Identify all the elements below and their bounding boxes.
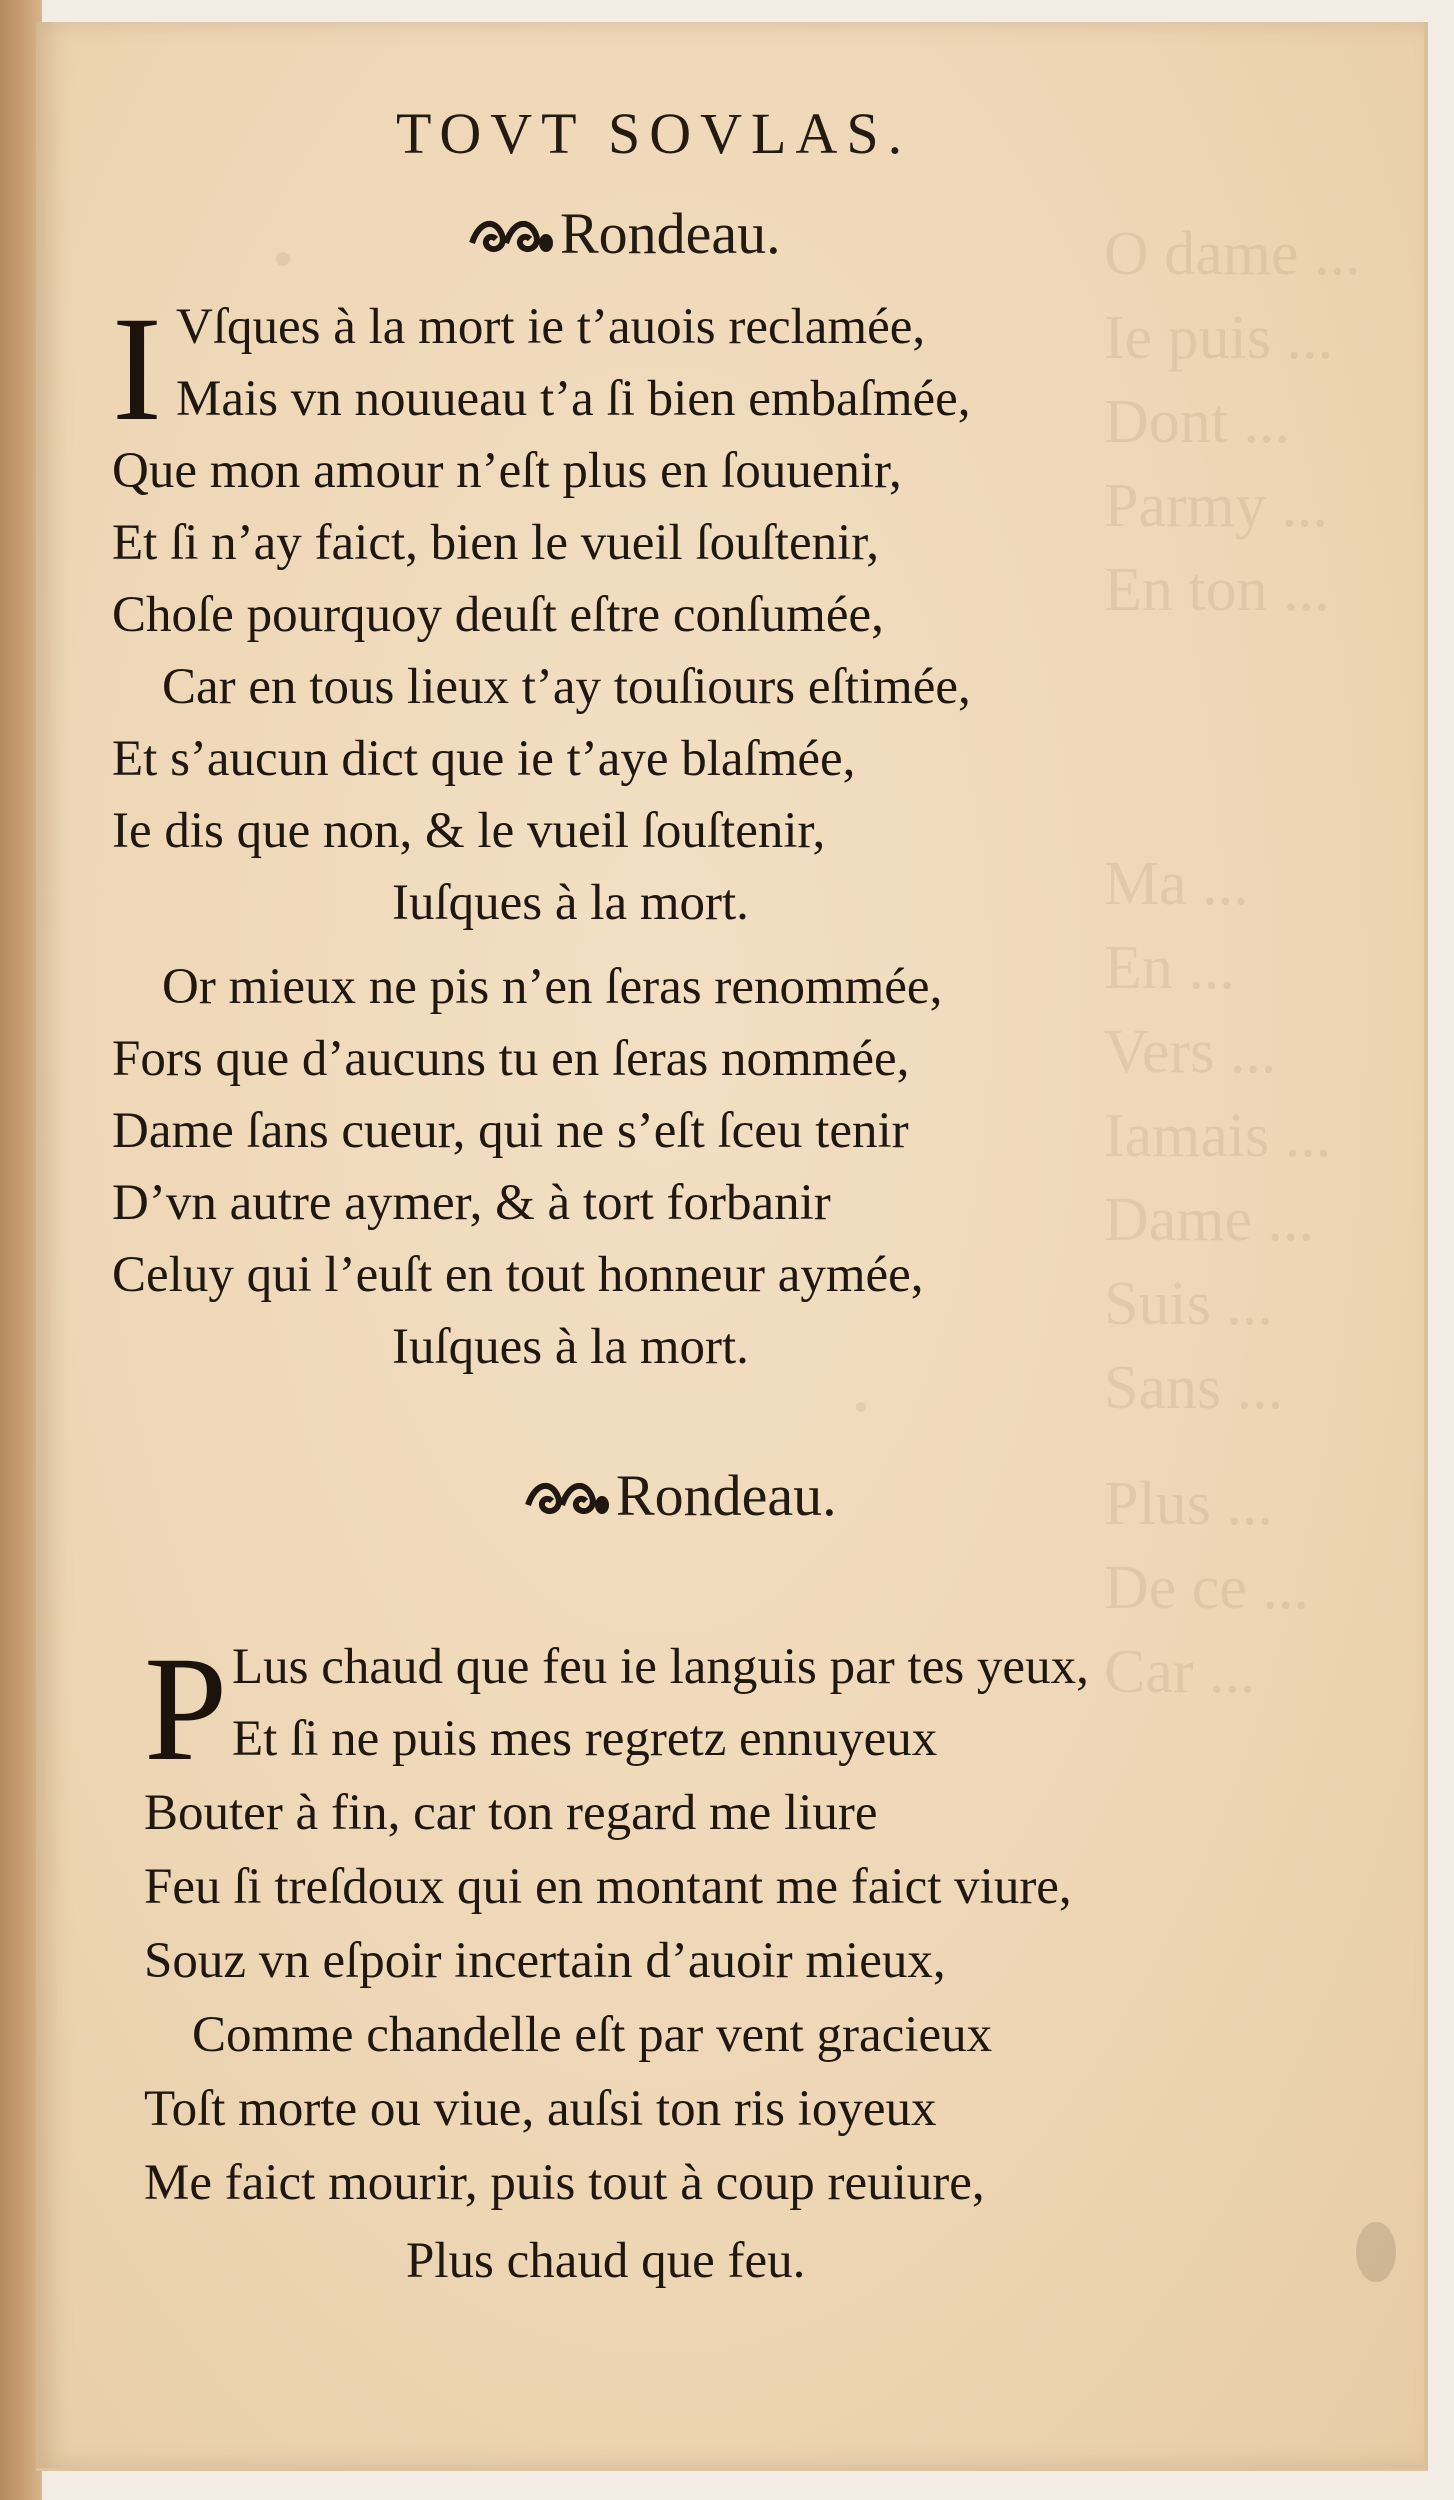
verse-line: Car en tous lieux t’ay touſiours eſtimée, xyxy=(162,659,971,715)
fleuron-ornament-icon xyxy=(466,213,554,259)
show-through-line: Vers ... xyxy=(1104,1018,1277,1086)
verse-line: Choſe pourquoy deuſt eſtre conſumée, xyxy=(112,587,884,643)
verse-line: Que mon amour n’eſt plus en ſouuenir, xyxy=(112,443,902,499)
show-through-line: En ton ... xyxy=(1104,556,1330,624)
show-through-line: Iamais ... xyxy=(1104,1102,1332,1170)
rondeau-heading xyxy=(522,1462,837,1529)
rondeau-heading-text: Rondeau. xyxy=(560,201,781,266)
verse-line: Feu ſi treſdoux qui en montant me faict viure, xyxy=(144,1859,1072,1915)
verse-line: Lus chaud que feu ie languis par tes yeux, xyxy=(232,1639,1089,1695)
verse-line: Souz vn eſpoir incertain d’auoir mieux, xyxy=(144,1933,946,1989)
show-through-line: Sans ... xyxy=(1104,1354,1284,1422)
show-through-text xyxy=(1104,1462,1384,1714)
show-through-line: Dont ... xyxy=(1104,388,1290,456)
running-headline: TOVT SOVLAS. xyxy=(396,101,912,166)
verse-line: Et ſi n’ay faict, bien le vueil ſouſtenir, xyxy=(112,515,879,571)
refrain-line: Iuſques à la mort. xyxy=(392,875,749,931)
verse-line: Or mieux ne pis n’en ſeras renommée, xyxy=(162,959,943,1015)
refrain-line: Iuſques à la mort. xyxy=(392,1319,749,1375)
rondeau-heading xyxy=(466,200,781,267)
paper-stain xyxy=(276,252,290,266)
show-through-text xyxy=(1104,842,1384,1430)
show-through-line: Dame ... xyxy=(1104,1186,1315,1254)
verse-line: Celuy qui l’euſt en tout honneur aymée, xyxy=(112,1247,924,1303)
verse-line: Et ſi ne puis mes regretz ennuyeux xyxy=(232,1711,938,1767)
verse-line: Me faict mourir, puis tout à coup reuiure, xyxy=(144,2155,985,2211)
paper-leaf xyxy=(36,22,1428,2471)
refrain-line: Plus chaud que feu. xyxy=(406,2233,806,2289)
paper-stain xyxy=(856,1402,866,1412)
verse-line: Toſt morte ou viue, auſsi ton ris ioyeux xyxy=(144,2081,937,2137)
verse-line: Bouter à fin, car ton regard me liure xyxy=(144,1785,878,1841)
verse-line: Comme chandelle eſt par vent gracieux xyxy=(192,2007,993,2063)
verse-line: Mais vn nouueau t’a ſi bien embaſmée, xyxy=(176,371,971,427)
verse-line: Et s’aucun dict que ie t’aye blaſmée, xyxy=(112,731,856,787)
drop-capital: I xyxy=(112,286,162,452)
show-through-line: Parmy ... xyxy=(1104,472,1328,540)
paper-stain xyxy=(1356,2222,1396,2282)
rondeau-heading-text: Rondeau. xyxy=(616,1463,837,1528)
show-through-line: Suis ... xyxy=(1104,1270,1273,1338)
verse-line: D’vn autre aymer, & à tort forbanir xyxy=(112,1175,831,1231)
drop-capital: P xyxy=(144,1626,228,1792)
show-through-text xyxy=(1104,212,1384,632)
fleuron-ornament-icon xyxy=(522,1475,610,1521)
show-through-line: Ma ... xyxy=(1104,850,1249,918)
show-through-line: De ce ... xyxy=(1104,1554,1309,1622)
verse-line: Dame ſans cueur, qui ne s’eſt ſceu tenir xyxy=(112,1103,909,1159)
show-through-line: Plus ... xyxy=(1104,1470,1273,1538)
show-through-line: Ie puis ... xyxy=(1104,304,1334,372)
show-through-line: En ... xyxy=(1104,934,1235,1002)
show-through-line: O dame ... xyxy=(1104,220,1361,288)
verse-line: Fors que d’aucuns tu en ſeras nommée, xyxy=(112,1031,910,1087)
verse-line: Vſques à la mort ie t’auois reclamée, xyxy=(176,299,926,355)
show-through-line: Car ... xyxy=(1104,1638,1256,1706)
verse-line: Ie dis que non, & le vueil ſouſtenir, xyxy=(112,803,826,859)
